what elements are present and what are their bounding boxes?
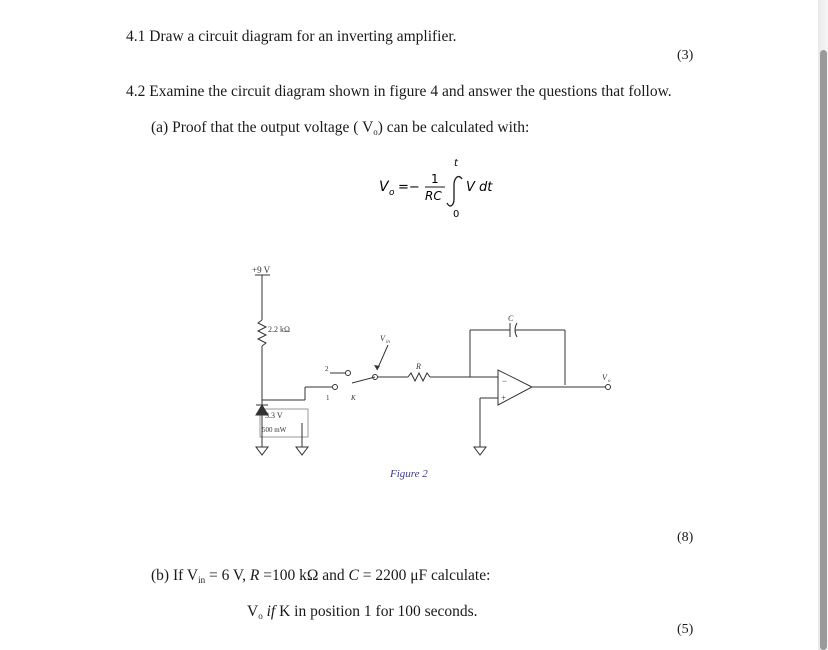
question-b-rest: K in position 1 for 100 seconds. — [279, 603, 478, 620]
question-b-if: if — [262, 603, 280, 620]
formula-lower: 0 — [453, 209, 460, 220]
label-vout-sub: o — [608, 379, 611, 384]
marks-b: (5) — [677, 622, 694, 637]
question-b-sub: in — [198, 575, 206, 585]
circuit-diagram — [240, 255, 640, 495]
marks-a: (8) — [677, 530, 694, 545]
label-r: R — [416, 362, 421, 371]
output-terminal — [606, 385, 611, 390]
question-b-prefix: (b) If V — [151, 567, 199, 584]
question-a-prefix: (a) Proof that the output voltage ( V — [151, 119, 374, 136]
question-4-2: 4.2 Examine the circuit diagram shown in figure 4 and answer the questions that follow. — [126, 83, 672, 100]
label-plus: + — [501, 393, 507, 403]
label-c: C — [508, 314, 514, 323]
label-zener-p: 500 mW — [262, 426, 287, 434]
label-resistor-top: 2.2 kΩ — [268, 325, 290, 334]
marks-4-1: (3) — [677, 48, 694, 63]
question-b-v-sub: o — [258, 611, 263, 621]
question-b-c: C — [348, 567, 359, 584]
label-k: K — [351, 394, 356, 402]
formula-num: 1 — [431, 172, 439, 186]
scrollbar-track[interactable] — [818, 0, 828, 650]
question-a-suffix: ) can be calculated with: — [377, 119, 530, 136]
switch-contact-2 — [346, 371, 351, 376]
figure-caption: Figure 2 — [390, 468, 428, 480]
question-b-r: R — [249, 567, 260, 584]
resistor-2k2-symbol — [258, 320, 266, 346]
resistor-r-symbol — [408, 373, 430, 381]
ground-3-symbol — [474, 447, 486, 455]
label-zener-v: 3.3 V — [265, 411, 283, 420]
ground-1-symbol — [256, 447, 268, 455]
question-b-mid: = 6 V, — [205, 567, 250, 584]
switch-contact-1 — [333, 385, 338, 390]
formula-eq: =− — [398, 180, 420, 195]
ground-2-symbol — [296, 447, 308, 455]
label-vin: V — [380, 334, 385, 343]
question-a — [151, 119, 529, 137]
question-4-1-text: 4.1 Draw a circuit diagram for an inverting amplifier. — [126, 28, 457, 45]
switch-arm — [352, 377, 375, 383]
formula-lhs-sub: o — [389, 188, 395, 198]
question-b — [151, 567, 490, 585]
label-pos1: 1 — [326, 394, 330, 402]
question-b-line2 — [247, 603, 478, 621]
question-4-1 — [126, 28, 457, 46]
question-b-c-val: = 2200 μF calculate: — [358, 567, 491, 584]
label-supply: +9 V — [252, 265, 271, 275]
scrollbar-thumb[interactable] — [820, 50, 827, 650]
label-vin-sub: in — [386, 340, 390, 345]
label-vout: V — [602, 373, 607, 382]
formula-lhs: V — [379, 179, 389, 195]
label-minus: − — [502, 376, 508, 386]
formula-upper: t — [454, 158, 458, 169]
integrator-formula — [370, 155, 510, 227]
label-pos2: 2 — [325, 365, 329, 373]
question-b-r-val: =100 kΩ and — [259, 567, 349, 584]
question-a-sub: o — [373, 127, 378, 137]
integral-sign — [447, 177, 462, 206]
question-b-v: V — [247, 603, 259, 620]
formula-integrand: V dt — [466, 180, 493, 195]
formula-den: RC — [425, 189, 442, 203]
